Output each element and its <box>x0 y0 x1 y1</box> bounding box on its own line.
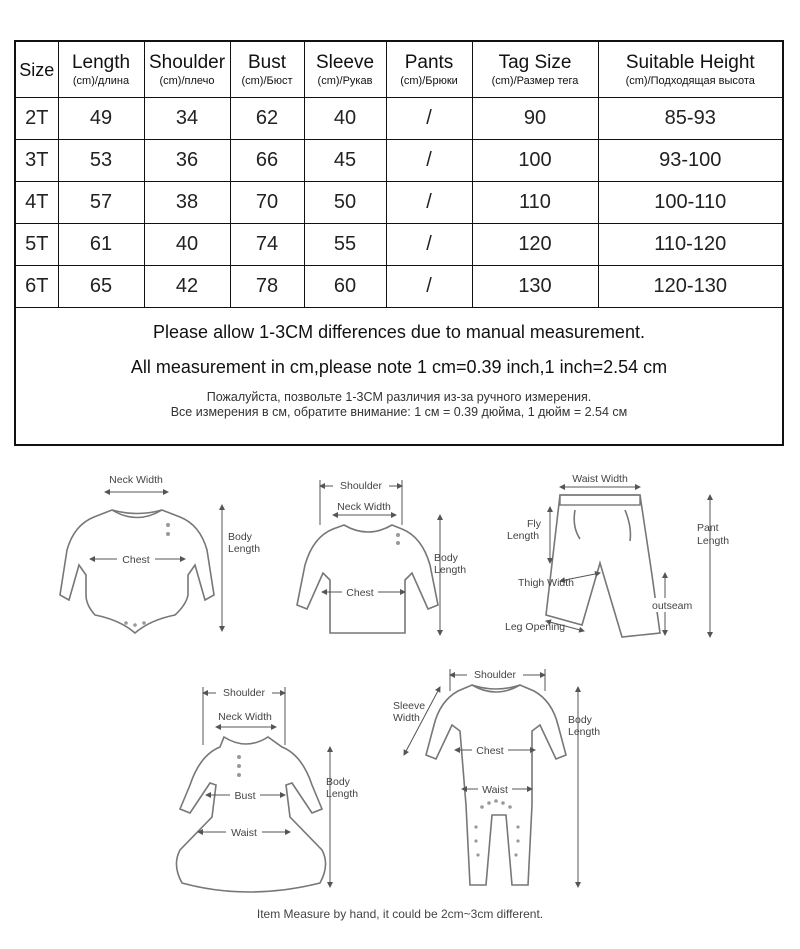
column-header <box>144 42 230 98</box>
table-cell: 120 <box>472 224 598 266</box>
label-neck-width: Neck Width <box>337 501 391 513</box>
table-cell: 78 <box>230 266 304 308</box>
shirt-diagram <box>297 478 466 635</box>
label-leg-opening: Leg Opening <box>505 621 566 633</box>
column-header-label: Bust <box>247 51 287 73</box>
label-chest: Chest <box>476 745 504 757</box>
bodysuit-diagram <box>60 474 260 633</box>
column-header-unit: (cm)/Размер тега <box>491 74 579 87</box>
table-cell: 4T <box>16 182 58 224</box>
label-body-length-1: Body <box>228 531 252 543</box>
note-tolerance: Please allow 1-3CM differences due to manual measurement. <box>153 322 645 342</box>
table-cell: / <box>386 224 472 266</box>
table-cell: 70 <box>230 182 304 224</box>
note-russian <box>16 390 782 420</box>
column-header <box>58 42 144 98</box>
label-neck-width: Neck Width <box>218 711 272 723</box>
table-row <box>16 140 782 182</box>
column-header-label: Tag Size <box>498 51 572 73</box>
table-body <box>16 98 782 308</box>
table-cell: 60 <box>304 266 386 308</box>
label-pant-length-2: Length <box>697 535 730 547</box>
table-cell: 49 <box>58 98 144 140</box>
column-header-label: Suitable Height <box>625 51 755 73</box>
size-table <box>16 42 782 308</box>
pants-diagram <box>505 473 729 637</box>
column-header-label: Shoulder <box>148 51 226 73</box>
bodysuit-outline <box>60 510 214 633</box>
column-header-unit: (cm)/плечо <box>159 74 215 87</box>
table-cell: 53 <box>58 140 144 182</box>
label-waist-width: Waist Width <box>572 473 628 485</box>
table-cell: 6T <box>16 266 58 308</box>
diagram-canvas <box>0 455 800 949</box>
column-header <box>16 42 58 98</box>
table-cell: 66 <box>230 140 304 182</box>
label-pant-length-1: Pant <box>697 522 719 534</box>
size-chart <box>14 40 784 446</box>
table-cell: 110 <box>472 182 598 224</box>
column-header-label: Length <box>71 51 131 73</box>
column-header <box>598 42 782 98</box>
column-header <box>304 42 386 98</box>
column-header-unit: (cm)/Бюст <box>241 74 293 87</box>
label-sleeve-width-1: Sleeve <box>393 700 426 712</box>
note-russian-line1: Пожалуйста, позвольте 1-3CM различия из-за ручного измерения. <box>206 390 592 404</box>
table-cell: 55 <box>304 224 386 266</box>
column-header <box>472 42 598 98</box>
shirt-outline <box>297 525 438 633</box>
table-cell: 50 <box>304 182 386 224</box>
label-body-length-1: Body <box>326 776 350 788</box>
table-cell: 110-120 <box>598 224 782 266</box>
table-cell: 34 <box>144 98 230 140</box>
table-row <box>16 182 782 224</box>
column-header-label: Pants <box>404 51 454 73</box>
dress-outline <box>176 737 325 892</box>
table-cell: 40 <box>144 224 230 266</box>
column-header-unit: (cm)/длина <box>72 74 130 87</box>
label-shoulder: Shoulder <box>473 669 517 681</box>
measurement-notes <box>16 312 782 420</box>
table-cell: 85-93 <box>598 98 782 140</box>
label-chest: Chest <box>346 587 374 599</box>
label-thigh-width: Thigh Width <box>518 577 575 589</box>
table-cell: 36 <box>144 140 230 182</box>
label-fly-length-2: Length <box>507 530 540 542</box>
measurement-diagrams <box>0 455 800 949</box>
dress-diagram <box>176 685 358 892</box>
label-body-length-1: Body <box>568 714 592 726</box>
label-waist: Waist <box>231 827 257 839</box>
column-header <box>386 42 472 98</box>
label-outseam: outseam <box>652 600 693 612</box>
table-cell: / <box>386 266 472 308</box>
column-header-label: Size <box>19 59 55 80</box>
label-neck-width: Neck Width <box>109 474 163 486</box>
romper-diagram <box>393 667 600 887</box>
label-bust: Bust <box>234 790 256 802</box>
table-cell: 40 <box>304 98 386 140</box>
table-cell: 65 <box>58 266 144 308</box>
table-cell: 61 <box>58 224 144 266</box>
table-cell: / <box>386 140 472 182</box>
note-conversion: All measurement in cm,please note 1 cm=0.39 inch,1 inch=2.54 cm <box>130 357 668 377</box>
table-cell: 93-100 <box>598 140 782 182</box>
table-cell: 2T <box>16 98 58 140</box>
label-waist: Waist <box>482 784 508 796</box>
column-header-unit: (cm)/Рукав <box>317 74 373 87</box>
label-fly-length-1: Fly <box>527 518 541 530</box>
table-cell: / <box>386 182 472 224</box>
table-cell: 120-130 <box>598 266 782 308</box>
table-cell: 38 <box>144 182 230 224</box>
table-cell: 74 <box>230 224 304 266</box>
column-header-label: Sleeve <box>315 51 375 73</box>
table-cell: 57 <box>58 182 144 224</box>
table-row <box>16 98 782 140</box>
table-cell: 5T <box>16 224 58 266</box>
table-cell: 100-110 <box>598 182 782 224</box>
label-body-length-2: Length <box>228 543 261 555</box>
table-cell: / <box>386 98 472 140</box>
table-cell: 100 <box>472 140 598 182</box>
table-header-row <box>16 42 782 98</box>
label-body-length-2: Length <box>568 726 601 738</box>
label-sleeve-width-2: Width <box>393 712 420 724</box>
note-russian-line2: Все измерения в см, обратите внимание: 1 см = 0.39 дюйма, 1 дюйм = 2.54 см <box>170 405 628 419</box>
column-header-unit: (cm)/Подходящая высота <box>625 74 755 87</box>
column-header <box>230 42 304 98</box>
table-row <box>16 224 782 266</box>
table-row <box>16 266 782 308</box>
pants-outline <box>546 495 660 637</box>
label-chest: Chest <box>122 554 150 566</box>
table-cell: 3T <box>16 140 58 182</box>
measure-footnote: Item Measure by hand, it could be 2cm~3cm different. <box>256 907 544 921</box>
table-cell: 130 <box>472 266 598 308</box>
label-shoulder: Shoulder <box>222 687 266 699</box>
table-cell: 45 <box>304 140 386 182</box>
label-body-length-2: Length <box>326 788 359 800</box>
table-cell: 42 <box>144 266 230 308</box>
column-header-unit: (cm)/Брюки <box>400 74 458 87</box>
label-body-length-1: Body <box>434 552 458 564</box>
label-shoulder: Shoulder <box>339 480 383 492</box>
label-body-length-2: Length <box>434 564 467 576</box>
table-cell: 90 <box>472 98 598 140</box>
table-cell: 62 <box>230 98 304 140</box>
